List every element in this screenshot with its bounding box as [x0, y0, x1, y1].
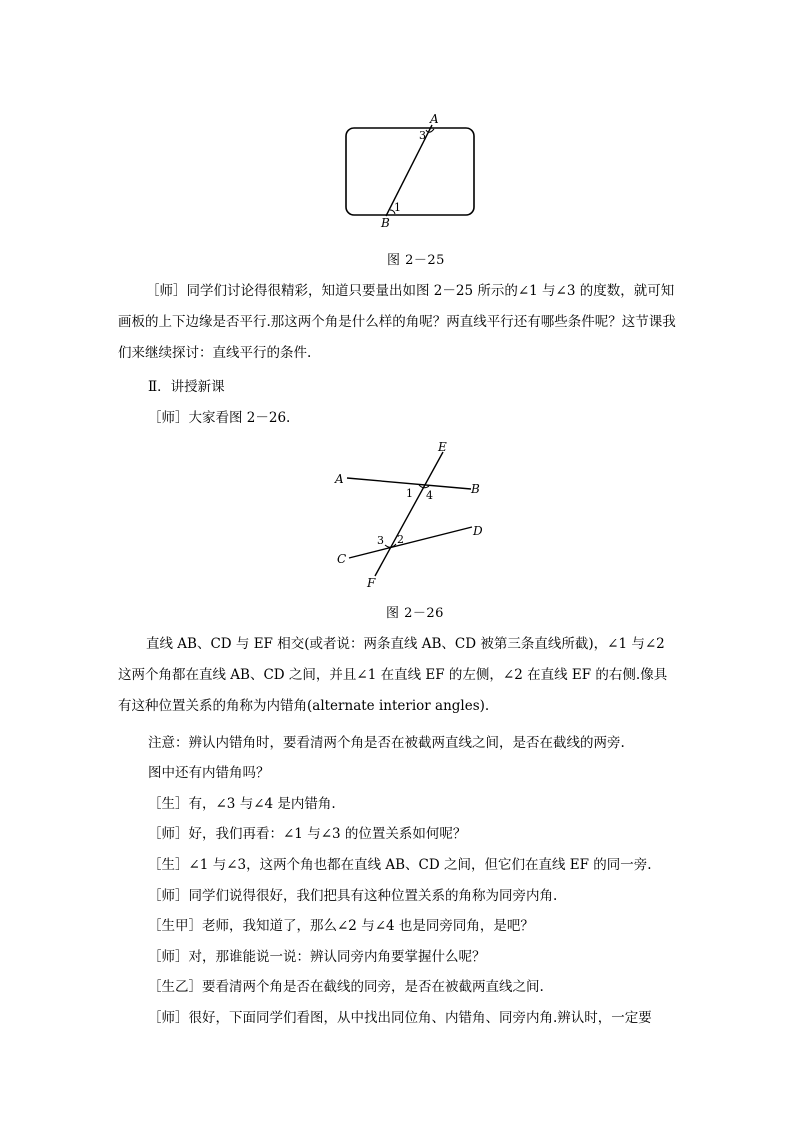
label-b: B	[471, 482, 480, 496]
figure-2-26-caption: 图 2－26	[386, 606, 444, 621]
student-answer-1: ［生］有，∠3 与∠4 是内错角.	[148, 796, 336, 812]
label-angle-2: 2	[397, 533, 404, 546]
label-d: D	[473, 524, 483, 538]
label-a: A	[335, 472, 344, 486]
teacher-line-4: ［师］很好，下面同学们看图，从中找出同位角、内错角、同旁内角.辨认时，一定要	[148, 1010, 652, 1026]
label-angle-1: 1	[394, 201, 401, 214]
paragraph-alternate-interior: 直线 AB、CD 与 EF 相交(或者说：两条直线 AB、CD 被第三条直线所截)，∠1 与∠2 这两个角都在直线 AB、CD 之间，并且∠1 在直线 EF 的左侧，∠2 在直线 EF 的右侧.像具有这种位置关系的角称为内错角(alternate interior angles).	[118, 636, 668, 714]
label-e: E	[438, 440, 447, 454]
line-ef	[375, 452, 443, 576]
teacher-line-2: ［师］同学们说得很好，我们把具有这种位置关系的角称为同旁内角.	[148, 888, 558, 904]
drawing-board-rect	[346, 128, 474, 215]
label-angle-4: 4	[426, 489, 433, 502]
teacher-look-figure: ［师］大家看图 2－26.	[148, 410, 291, 426]
label-angle-3: 3	[419, 129, 426, 142]
figure-2-25-caption: 图 2－25	[387, 253, 445, 268]
note-line: 注意：辨认内错角时，要看清两个角是否在被截两直线之间，是否在截线的两旁.	[148, 735, 625, 751]
label-angle-1: 1	[406, 487, 413, 500]
student-answer-2: ［生］∠1 与∠3，这两个角也都在直线 AB、CD 之间，但它们在直线 EF 的同一旁.	[148, 857, 652, 873]
line-cd	[349, 527, 472, 558]
label-c: C	[337, 552, 347, 566]
figure-2-25	[328, 110, 488, 235]
question-line: 图中还有内错角吗？	[148, 765, 270, 781]
student-b-line: ［生乙］要看清两个角是否在截线的同旁，是否在被截两直线之间.	[148, 979, 544, 995]
student-a-line: ［生甲］老师，我知道了，那么∠2 与∠4 也是同旁同角，是吧？	[148, 918, 534, 934]
label-a: A	[430, 112, 439, 126]
label-b: B	[381, 216, 390, 230]
teacher-line-3: ［师］对，那谁能说一说：辨认同旁内角要掌握什么呢？	[148, 949, 486, 965]
figure-2-26	[325, 436, 495, 592]
label-f: F	[367, 576, 376, 590]
section-heading-new-lesson: Ⅱ．讲授新课	[148, 379, 225, 395]
paragraph-teacher-intro: ［师］同学们讨论得很精彩，知道只要量出如图 2－25 所示的∠1 与∠3 的度数，就可知画板的上下边缘是否平行.那这两个角是什么样的角呢？两直线平行还有哪些条件呢？这节课我们来继续探讨：直线平行的条件.	[118, 283, 676, 361]
label-angle-3: 3	[377, 534, 384, 547]
teacher-line-1: ［师］好，我们再看：∠1 与∠3 的位置关系如何呢？	[148, 826, 467, 842]
